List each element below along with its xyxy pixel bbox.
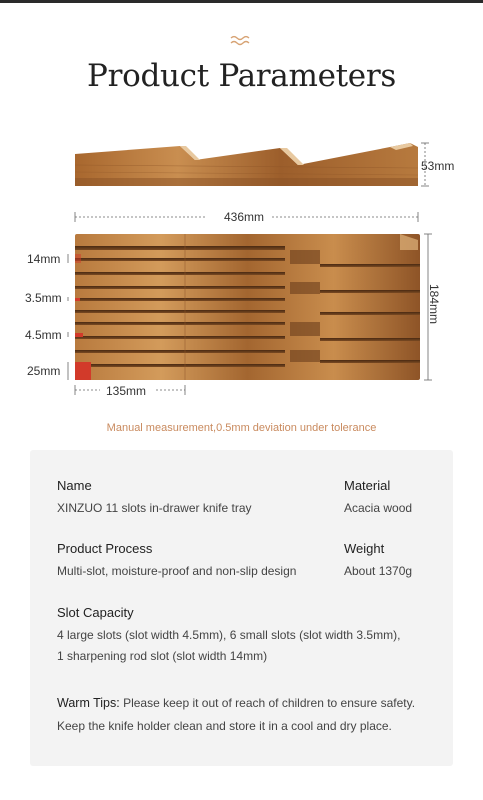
tips-label: Warm Tips: <box>57 696 120 710</box>
height-dimension-label: 53mm <box>421 159 455 173</box>
slot-14mm-label: 14mm <box>27 252 61 266</box>
weight-label: Weight <box>344 541 385 556</box>
measurement-note: Manual measurement,0.5mm deviation under tolerance <box>106 422 377 434</box>
tips-line-2: Keep the knife holder clean and store it in a cool and dry place. <box>57 719 392 733</box>
top-view-tray <box>75 234 420 380</box>
marker-25mm <box>75 362 91 380</box>
side-view-block <box>75 143 418 186</box>
material-value: Acacia wood <box>344 501 413 515</box>
capacity-line-2: 1 sharpening rod slot (slot width 14mm) <box>57 649 268 663</box>
depth-dimension-label: 184mm <box>427 284 441 325</box>
page-title: Product Parameters <box>87 58 396 94</box>
process-label: Product Process <box>57 541 153 556</box>
slot-25mm-label: 25mm <box>27 364 61 378</box>
slot-4-5mm-label: 4.5mm <box>25 328 62 342</box>
marker-4-5mm <box>75 333 83 337</box>
name-label: Name <box>57 478 92 493</box>
material-label: Material <box>344 478 391 493</box>
length-dimension-label: 436mm <box>224 210 265 224</box>
spec-card <box>30 450 453 766</box>
capacity-line-1: 4 large slots (slot width 4.5mm), 6 small slots (slot width 3.5mm), <box>57 628 401 642</box>
warm-tips <box>57 692 447 738</box>
process-value: Multi-slot, moisture-proof and non-slip design <box>57 564 297 578</box>
slot-3-5mm-label: 3.5mm <box>25 291 62 305</box>
weight-value: About 1370g <box>344 564 413 578</box>
marker-14mm <box>75 254 81 263</box>
name-value: XINZUO 11 slots in-drawer knife tray <box>57 501 252 515</box>
marker-3-5mm <box>75 298 80 301</box>
tips-line-1: Please keep it out of reach of children to ensure safety. <box>123 696 416 710</box>
width-dimension-label: 135mm <box>106 384 147 398</box>
capacity-label: Slot Capacity <box>57 605 134 620</box>
